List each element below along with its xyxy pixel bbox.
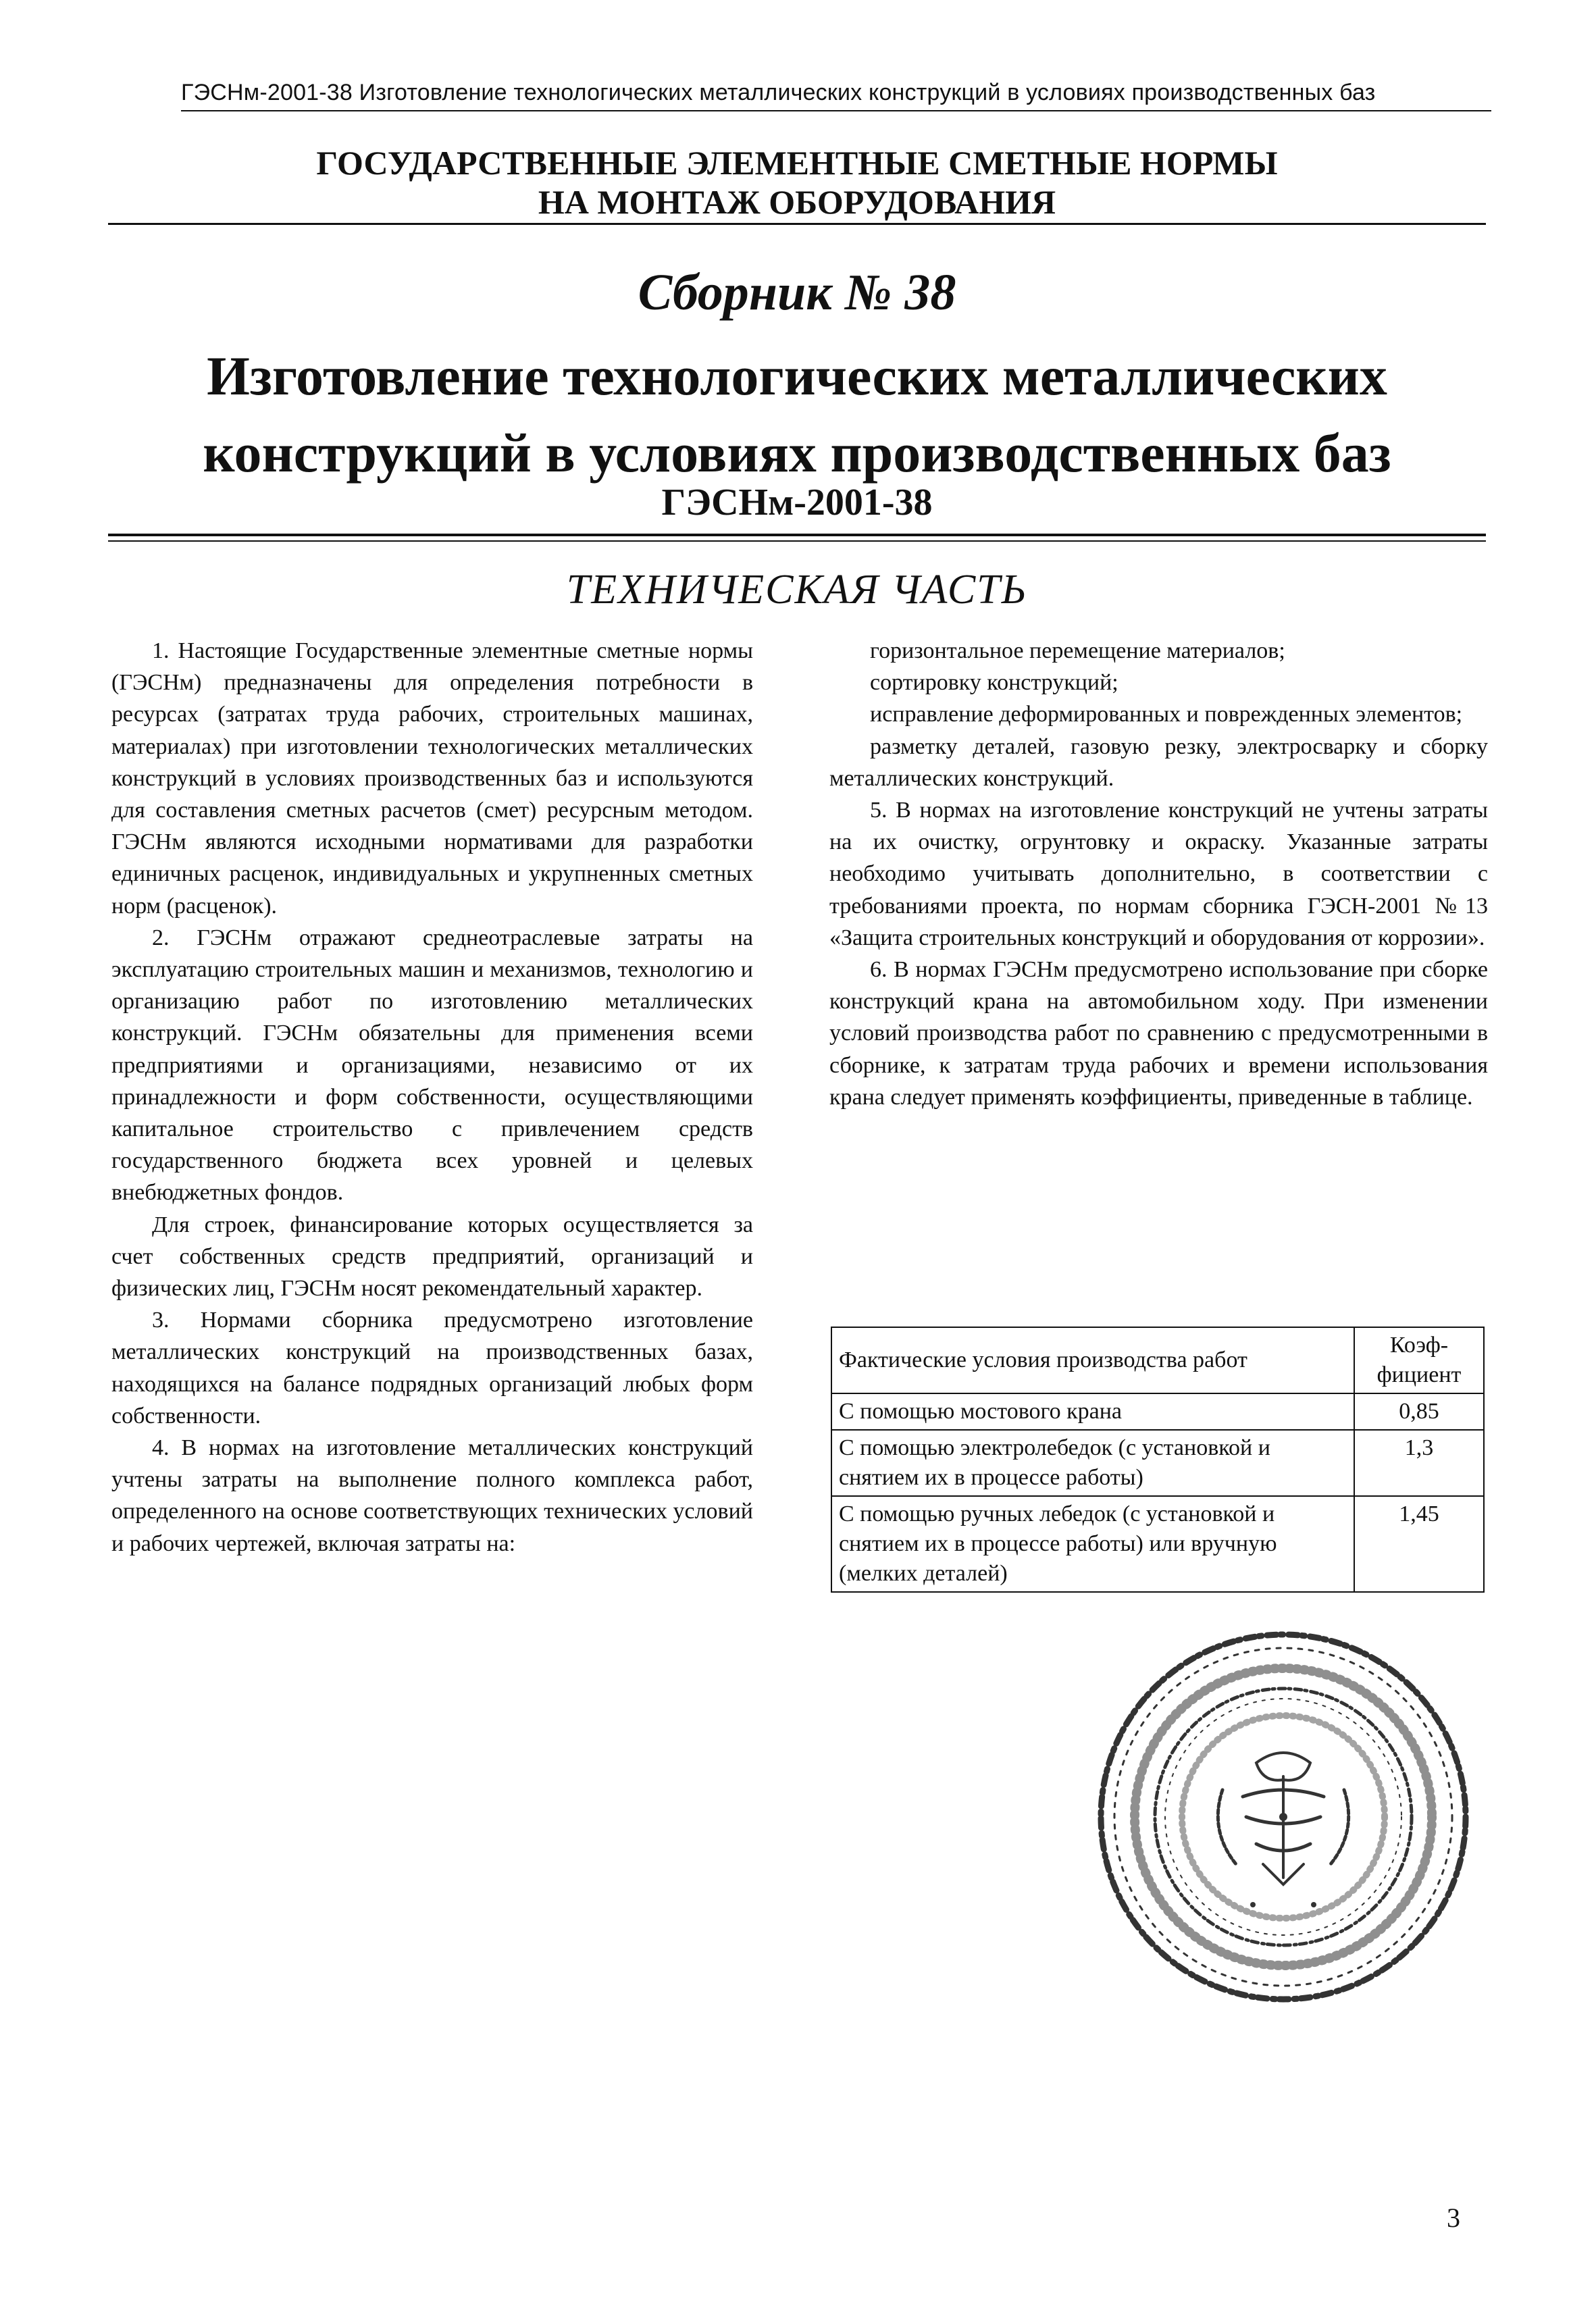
title-line2: конструкций в условиях производственных баз xyxy=(203,422,1391,484)
paragraph-7: 6. В нормах ГЭСНм предусмотрено использование при сборке конструкций крана на автомобильном ходу. При изменении условий производства работ по сравнению с предусмотренными в сборнике, к затратам труда рабочих и времени использования крана следует применять коэффициенты, приведенные в таблице. xyxy=(829,957,1488,1110)
document-code: ГЭСНм-2001-38 xyxy=(661,482,933,523)
title-line1: Изготовление технологических металлических xyxy=(207,345,1387,407)
left-column xyxy=(111,635,753,1560)
document-title xyxy=(108,338,1486,492)
paragraph-2: 2. ГЭСНм отражают среднеотраслевые затраты на эксплуатацию строительных машин и механизмов, технологию и организацию работ по изготовлению металлических конструкций. ГЭСНм обязательны для применения всеми предприятиями и организациями, независимо от их принадлежности и форм собственности, осуществляющими капитальное строительство с привлечением средств государственного бюджета всех уровней и целевых внебюджетных фондов. xyxy=(111,925,753,1206)
paragraph-6: 5. В нормах на изготовление конструкций не учтены затраты на их очистку, огрунтовку и окраску. Указанные затраты необходимо учитывать дополнительно, в соответствии с требованиями проекта, по нормам сборника ГЭСН-2001 №13 «Защита строительных конструкций и оборудования от коррозии». xyxy=(829,798,1488,950)
cell-condition: С помощью мостового крана xyxy=(831,1393,1354,1430)
list-item: исправление деформированных и поврежденных элементов; xyxy=(870,702,1463,727)
running-header: ГЭСНм-2001-38 Изготовление технологических металлических конструкций в условиях производственных баз xyxy=(181,80,1491,111)
table-row xyxy=(831,1430,1484,1496)
list-item: горизонтальное перемещение материалов; xyxy=(870,638,1285,663)
cell-coef: 1,45 xyxy=(1354,1496,1484,1592)
main-header-line2: НА МОНТАЖ ОБОРУДОВАНИЯ xyxy=(538,183,1056,221)
header-condition: Фактические условия производства работ xyxy=(831,1327,1354,1393)
cell-coef: 0,85 xyxy=(1354,1393,1484,1430)
table-row xyxy=(831,1496,1484,1592)
table-header-row xyxy=(831,1327,1484,1393)
cell-condition: С помощью ручных лебедок (с установкой и снятием их в процессе работы) или вручную (мелких деталей) xyxy=(831,1496,1354,1592)
list-item: разметку деталей, газовую резку, электросварку и сборку металлических конструкций. xyxy=(829,734,1488,791)
main-header xyxy=(108,143,1486,222)
divider-top xyxy=(108,223,1486,225)
cell-coef: 1,3 xyxy=(1354,1430,1484,1496)
right-column xyxy=(829,635,1488,1113)
table-row xyxy=(831,1393,1484,1430)
coefficient-table xyxy=(831,1327,1485,1593)
paragraph-4: 3. Нормами сборника предусмотрено изготовление металлических конструкций на производственных базах, находящихся на балансе подрядных организаций любых форм собственности. xyxy=(111,1308,753,1429)
divider-double-1 xyxy=(108,534,1486,536)
divider-double-2 xyxy=(108,540,1486,542)
paragraph-1: 1. Настоящие Государственные элементные сметные нормы (ГЭСНм) предназначены для определения потребности в ресурсах (затратах труда рабочих, строительных машинах, материалах) при изготовлении технологических металлических конструкций в условиях производственных баз и используются для составления сметных расчетов (смет) ресурсным методом. ГЭСНм являются исходными нормативами для разработки единичных расценок, индивидуальных и укрупненных сметных норм (расценок). xyxy=(111,638,753,919)
official-seal-icon xyxy=(1087,1621,1479,2013)
paragraph-5: 4. В нормах на изготовление металлических конструкций учтены затраты на выполнение полного комплекса работ, определенного на основе соответствующих технических условий и рабочих чертежей, включая затраты на: xyxy=(111,1435,753,1556)
section-title: ТЕХНИЧЕСКАЯ ЧАСТЬ xyxy=(566,567,1028,613)
collection-number: Сборник № 38 xyxy=(638,264,956,321)
cell-condition: С помощью электролебедок (с установкой и снятием их в процессе работы) xyxy=(831,1430,1354,1496)
header-coef: Коэф-фициент xyxy=(1354,1327,1484,1393)
page-number: 3 xyxy=(1447,2203,1460,2233)
paragraph-3: Для строек, финансирование которых осуществляется за счет собственных средств предприятий, организаций и физических лиц, ГЭСНм носят рекомендательный характер. xyxy=(111,1212,753,1302)
list-item: сортировку конструкций; xyxy=(870,670,1118,696)
main-header-line1: ГОСУДАРСТВЕННЫЕ ЭЛЕМЕНТНЫЕ СМЕТНЫЕ НОРМЫ xyxy=(316,144,1278,182)
